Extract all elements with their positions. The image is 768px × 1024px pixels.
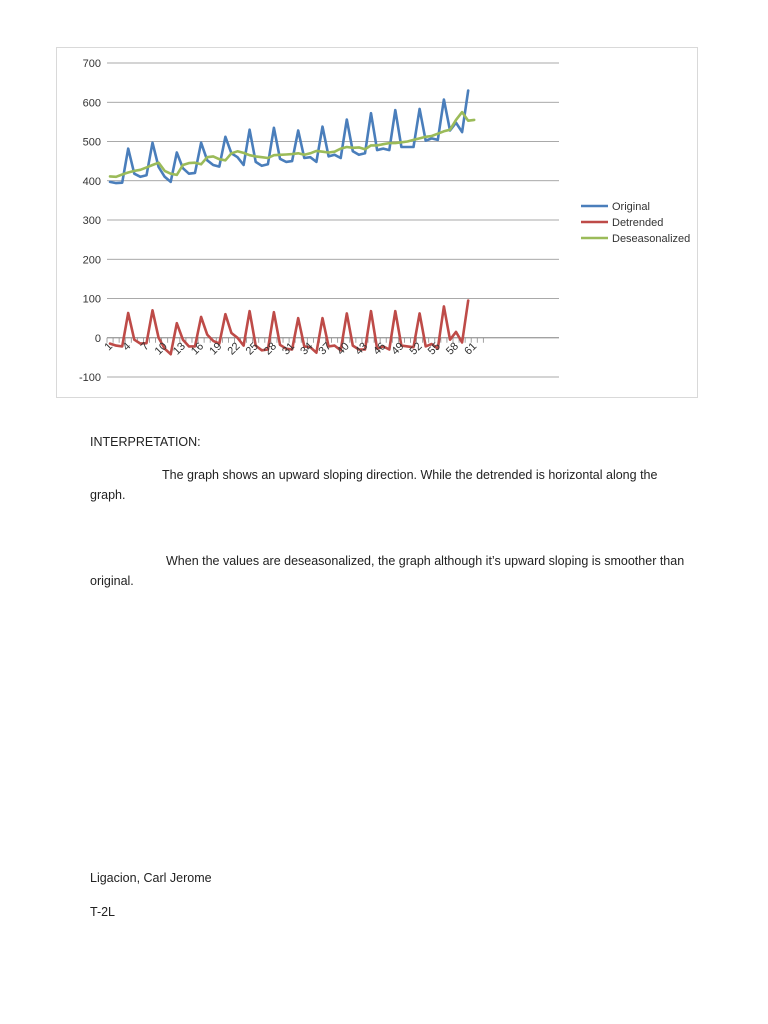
legend-label: Deseasonalized (612, 233, 691, 245)
section-code: T-2L (90, 905, 116, 919)
y-tick-label: 400 (82, 175, 101, 188)
x-tick-label: 61 (462, 340, 480, 358)
x-tick-label: 49 (389, 340, 407, 358)
series-line-deseasonalized (110, 112, 474, 177)
legend-label: Detrended (612, 217, 664, 229)
x-tick-label: 58 (443, 340, 462, 358)
x-tick-label: 43 (352, 340, 371, 358)
x-tick-label: 22 (225, 340, 243, 358)
y-tick-label: -100 (78, 372, 101, 384)
x-tick-label: 40 (334, 340, 352, 358)
interpretation-heading: INTERPRETATION: (90, 435, 201, 449)
y-tick-label: 100 (82, 293, 101, 306)
interpretation-paragraph-2: When the values are deseasonalized, the graph although it’s upward sloping is smoother than original. (90, 554, 685, 588)
y-tick-label: 600 (82, 97, 101, 110)
interpretation-paragraph-1: The graph shows an upward sloping direction. While the detrended is horizontal along the graph. (90, 468, 658, 502)
author-name: Ligacion, Carl Jerome (90, 871, 212, 885)
x-tick-label: 13 (170, 340, 188, 358)
y-tick-label: 0 (94, 332, 101, 345)
x-tick-label: 19 (207, 340, 225, 358)
chart-frame (56, 47, 698, 398)
x-tick-label: 7 (138, 340, 152, 354)
y-tick-label: 500 (82, 136, 101, 149)
x-tick-label: 46 (371, 340, 389, 358)
y-tick-label: 300 (82, 215, 101, 227)
y-tick-label: 700 (82, 58, 101, 70)
x-tick-label: 10 (152, 340, 170, 358)
x-tick-label: 28 (261, 340, 280, 358)
x-tick-label: 55 (425, 340, 443, 358)
x-tick-label: 4 (120, 340, 134, 354)
x-tick-label: 34 (298, 340, 316, 358)
x-tick-label: 52 (407, 340, 425, 358)
x-tick-label: 16 (189, 340, 207, 358)
x-tick-label: 1 (102, 340, 116, 354)
line-chart (57, 48, 697, 397)
x-tick-label: 25 (243, 340, 261, 358)
y-tick-label: 200 (82, 254, 101, 267)
legend-label: Original (612, 201, 650, 213)
x-tick-label: 31 (280, 340, 298, 358)
x-tick-label: 37 (316, 340, 334, 358)
